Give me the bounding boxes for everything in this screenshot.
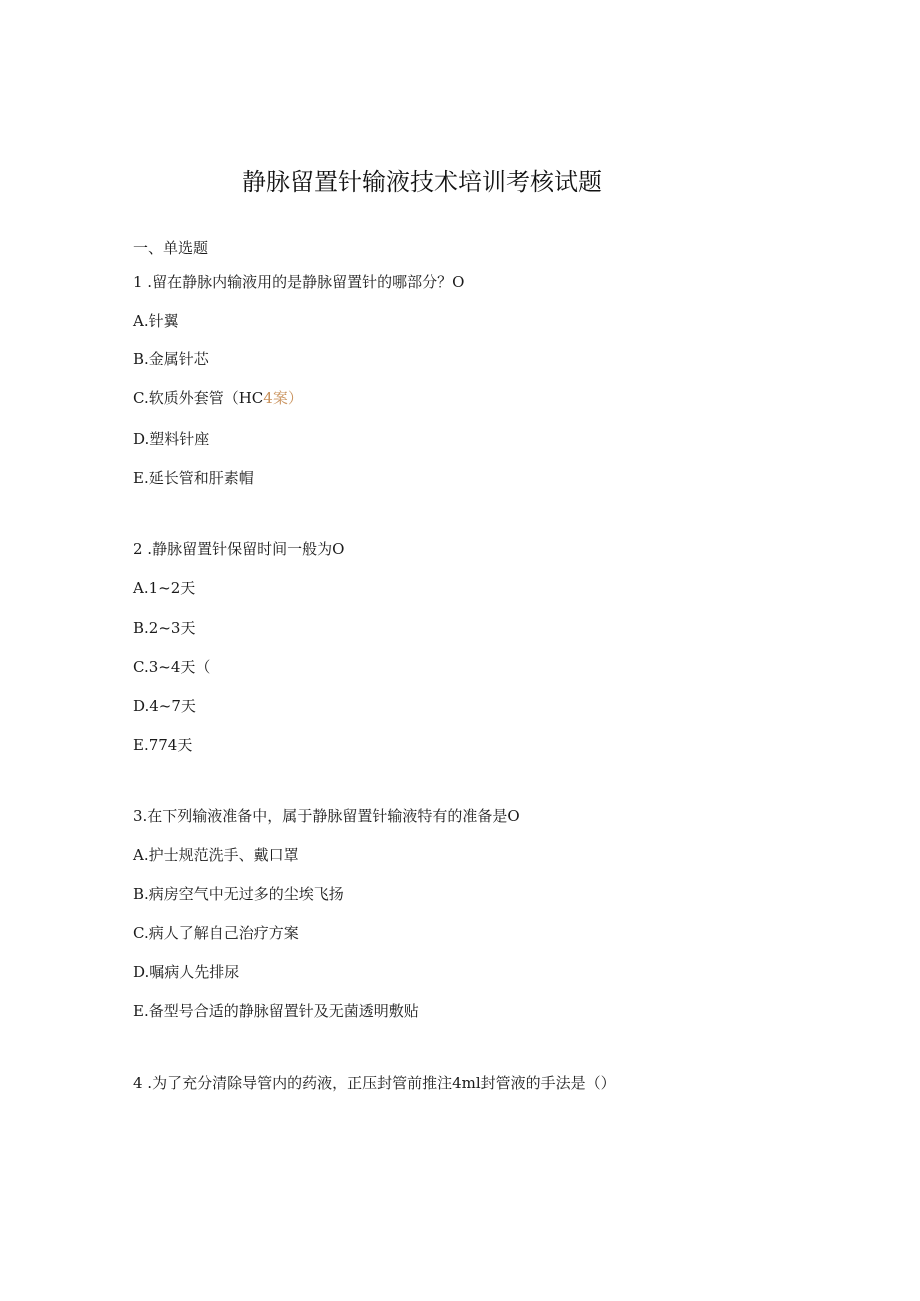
question-1-option-a: A.针翼 xyxy=(133,312,179,330)
page-title: 静脉留置针输液技术培训考核试题 xyxy=(242,168,602,196)
question-3-option-d: D.嘱病人先排尿 xyxy=(133,963,240,981)
question-2-option-a: A.1~2天 xyxy=(133,579,196,597)
question-3-option-c: C.病人了解自己治疗方案 xyxy=(133,924,299,942)
question-1-option-c-text: C.软质外套管（HC xyxy=(133,389,264,407)
question-1-option-d: D.塑料针座 xyxy=(133,430,210,448)
question-2-stem: 2 .静脉留置针保留时间一般为O xyxy=(133,540,345,558)
question-3-stem: 3.在下列输液准备中，属于静脉留置针输液特有的准备是O xyxy=(133,807,520,825)
question-2-option-e: E.774天 xyxy=(133,736,193,754)
question-3-option-e: E.备型号合适的静脉留置针及无菌透明敷贴 xyxy=(133,1002,419,1020)
question-1-option-c xyxy=(133,388,303,408)
question-3-option-b: B.病房空气中无过多的尘埃飞扬 xyxy=(133,885,344,903)
question-3-option-a: A.护士规范洗手、戴口罩 xyxy=(133,846,299,864)
section-heading: 一、单选题 xyxy=(133,239,209,257)
question-2-option-b: B.2~3天 xyxy=(133,619,196,637)
question-4-stem: 4 .为了充分清除导管内的药液，正压封管前推注4ml封管液的手法是（） xyxy=(133,1074,616,1092)
question-2-option-c: C.3~4天（ xyxy=(133,658,211,676)
question-1-option-c-mark: 4案） xyxy=(263,389,303,407)
question-2-option-d: D.4~7天 xyxy=(133,697,196,715)
question-1-option-e: E.延长管和肝素帽 xyxy=(133,469,254,487)
question-1-stem: 1 .留在静脉内输液用的是静脉留置针的哪部分？O xyxy=(133,273,465,291)
question-1-option-b: B.金属针芯 xyxy=(133,350,209,368)
